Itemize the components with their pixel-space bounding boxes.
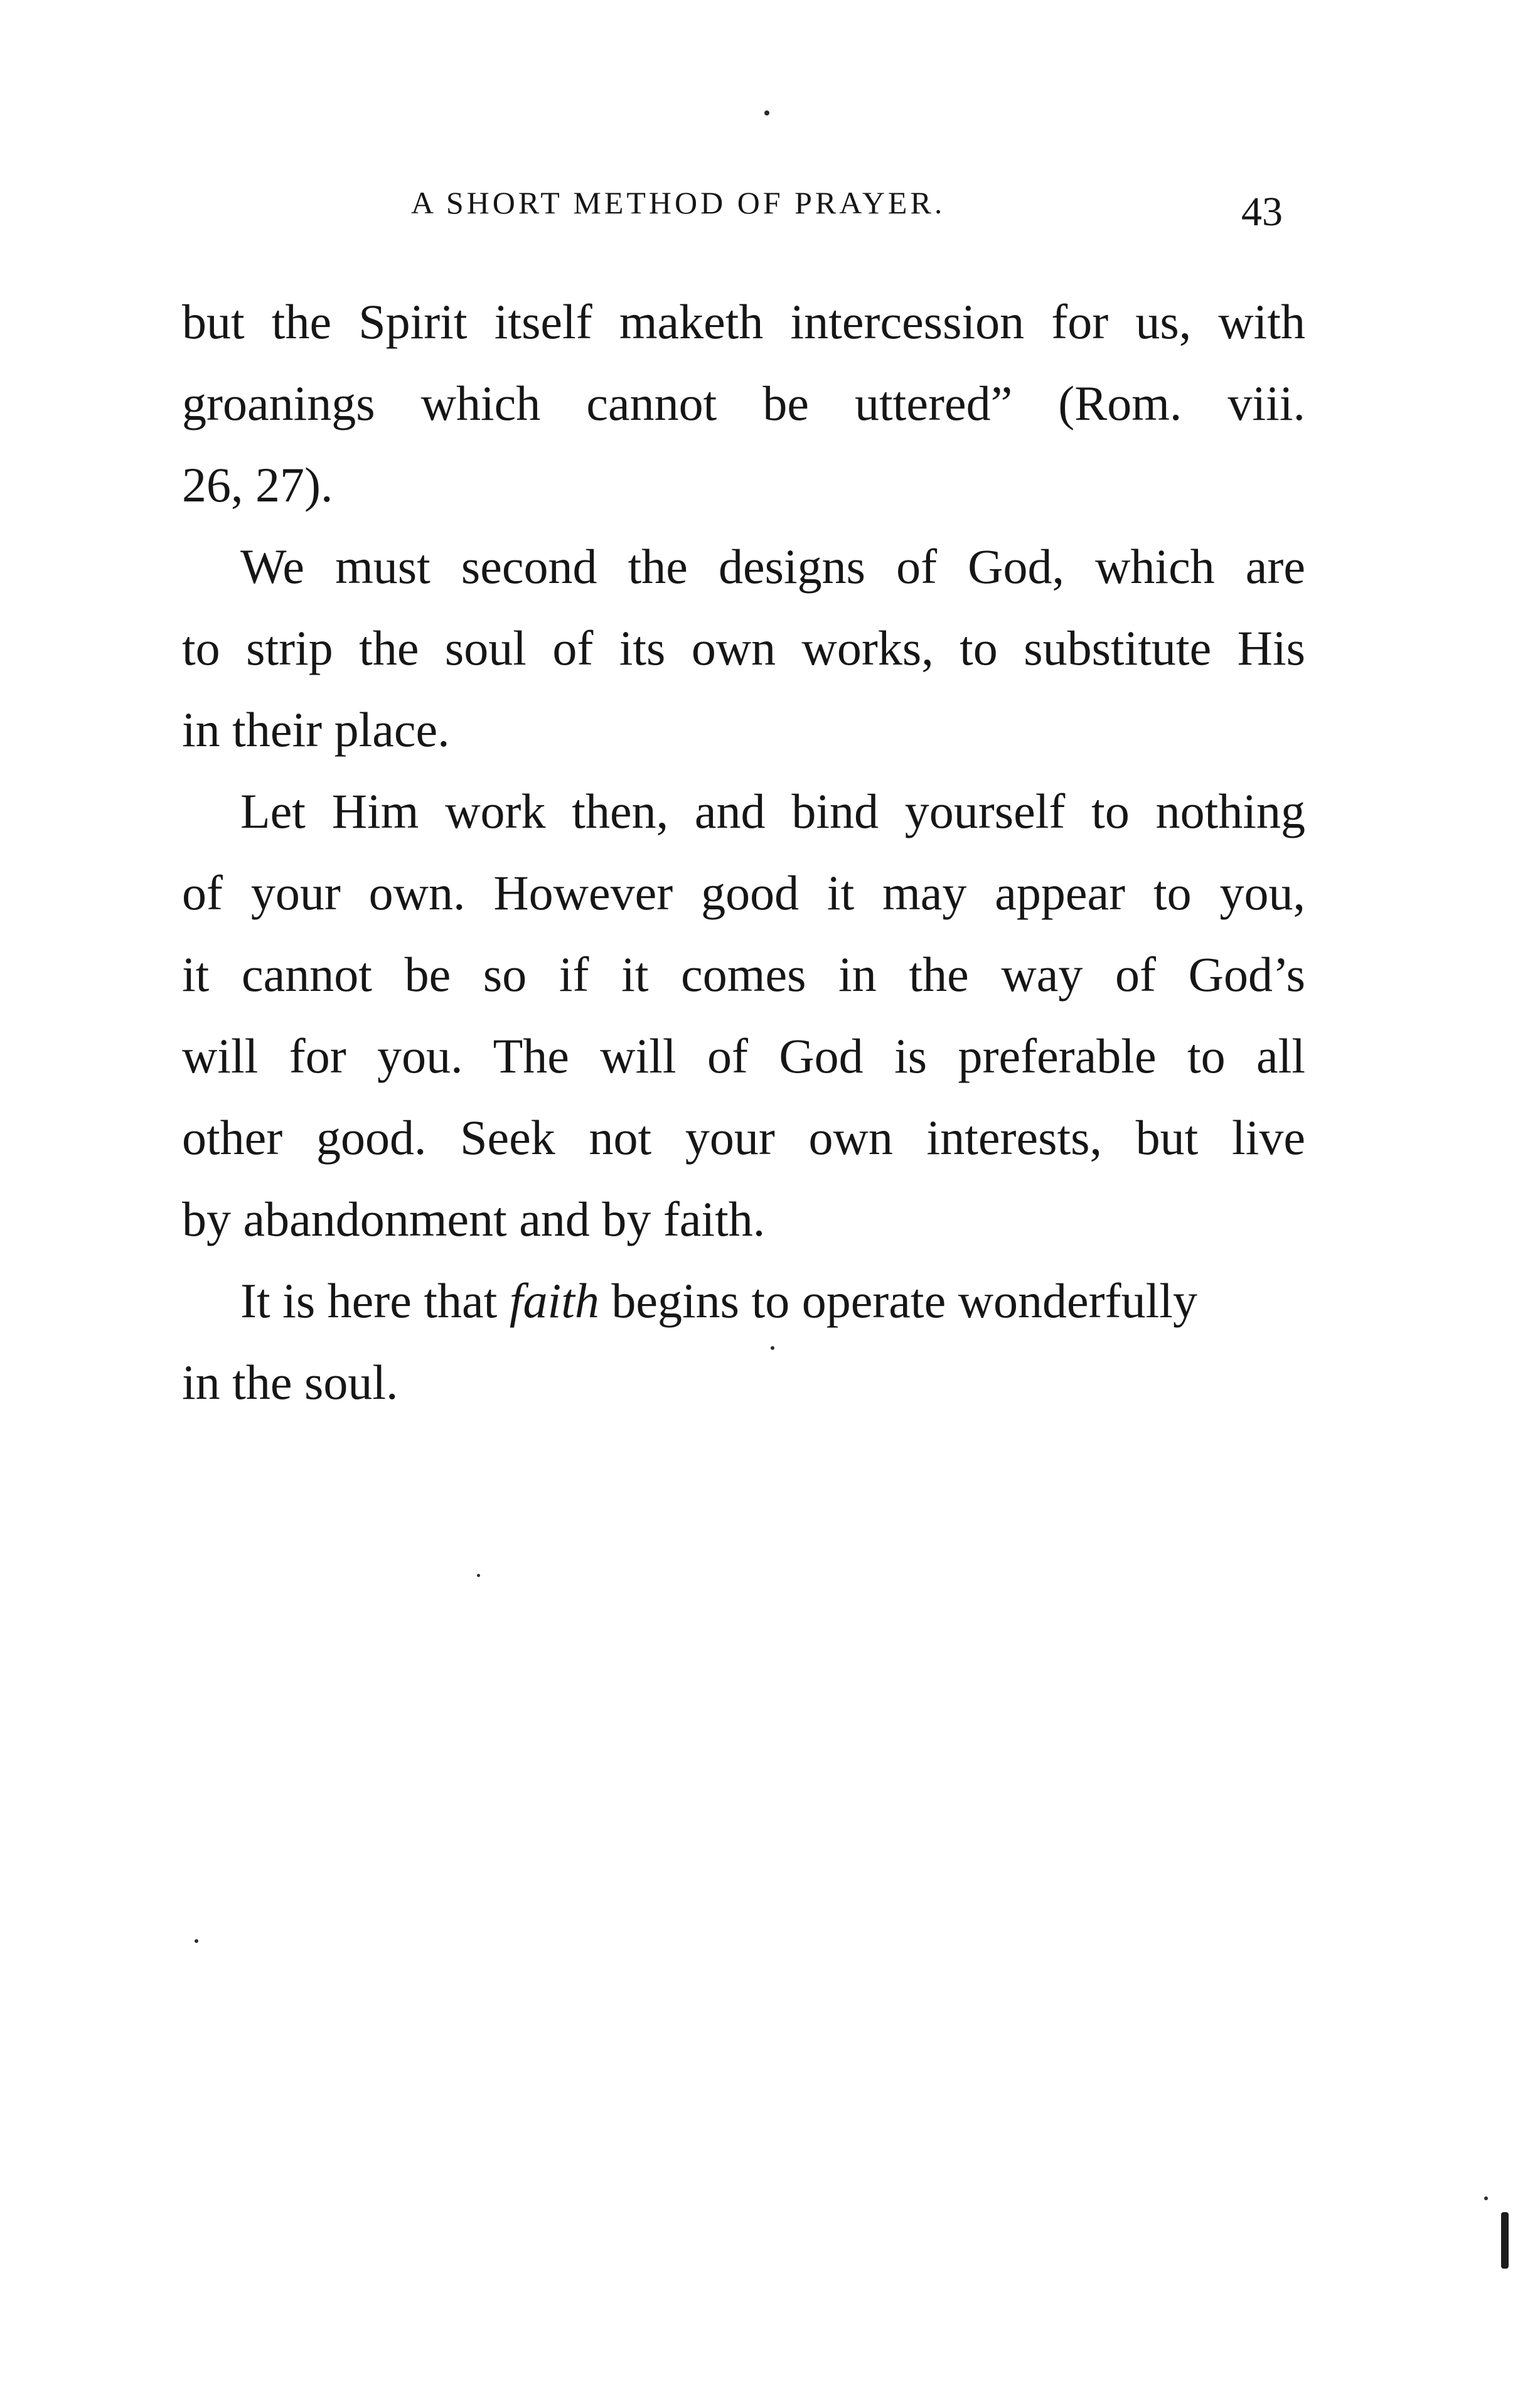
page-edge-mark <box>1501 2212 1509 2269</box>
scan-speck <box>477 1574 480 1577</box>
text-line: in the soul. <box>182 1355 398 1409</box>
text-line: 26, 27). <box>182 457 333 512</box>
text-run: It is here that <box>240 1273 510 1328</box>
text-line: groanings which cannot be uttered” (Rom. viii. <box>182 376 1305 431</box>
text-line: by abandonment and by faith. <box>182 1192 766 1246</box>
italic-emphasis: faith <box>509 1273 599 1328</box>
text-line: but the Spirit itself maketh intercession for us, with <box>182 294 1305 349</box>
text-line: to strip the soul of its own works, to substitute His <box>182 621 1305 675</box>
scan-speck <box>764 110 769 115</box>
page-number: 43 <box>1241 189 1283 235</box>
paragraph-first-line: We must second the designs of God, which are <box>240 539 1305 594</box>
text-line: other good. Seek not your own interests, but live <box>182 1110 1305 1165</box>
text-line: of your own. However good it may appear to you, <box>182 865 1305 920</box>
text-run: begins to operate wonderfully <box>599 1273 1197 1328</box>
running-head-title: A SHORT METHOD OF PRAYER. <box>411 185 946 220</box>
text-line: it cannot be so if it comes in the way of God’s <box>182 947 1305 1002</box>
text-line: in their place. <box>182 702 450 757</box>
scan-speck <box>771 1346 774 1350</box>
paragraph-first-line: Let Him work then, and bind yourself to nothing <box>240 784 1305 838</box>
text-line: will for you. The will of God is preferable to all <box>182 1029 1305 1083</box>
scan-speck <box>195 1939 198 1943</box>
scan-speck <box>1484 2196 1488 2200</box>
paragraph-first-line <box>240 1270 1305 1332</box>
